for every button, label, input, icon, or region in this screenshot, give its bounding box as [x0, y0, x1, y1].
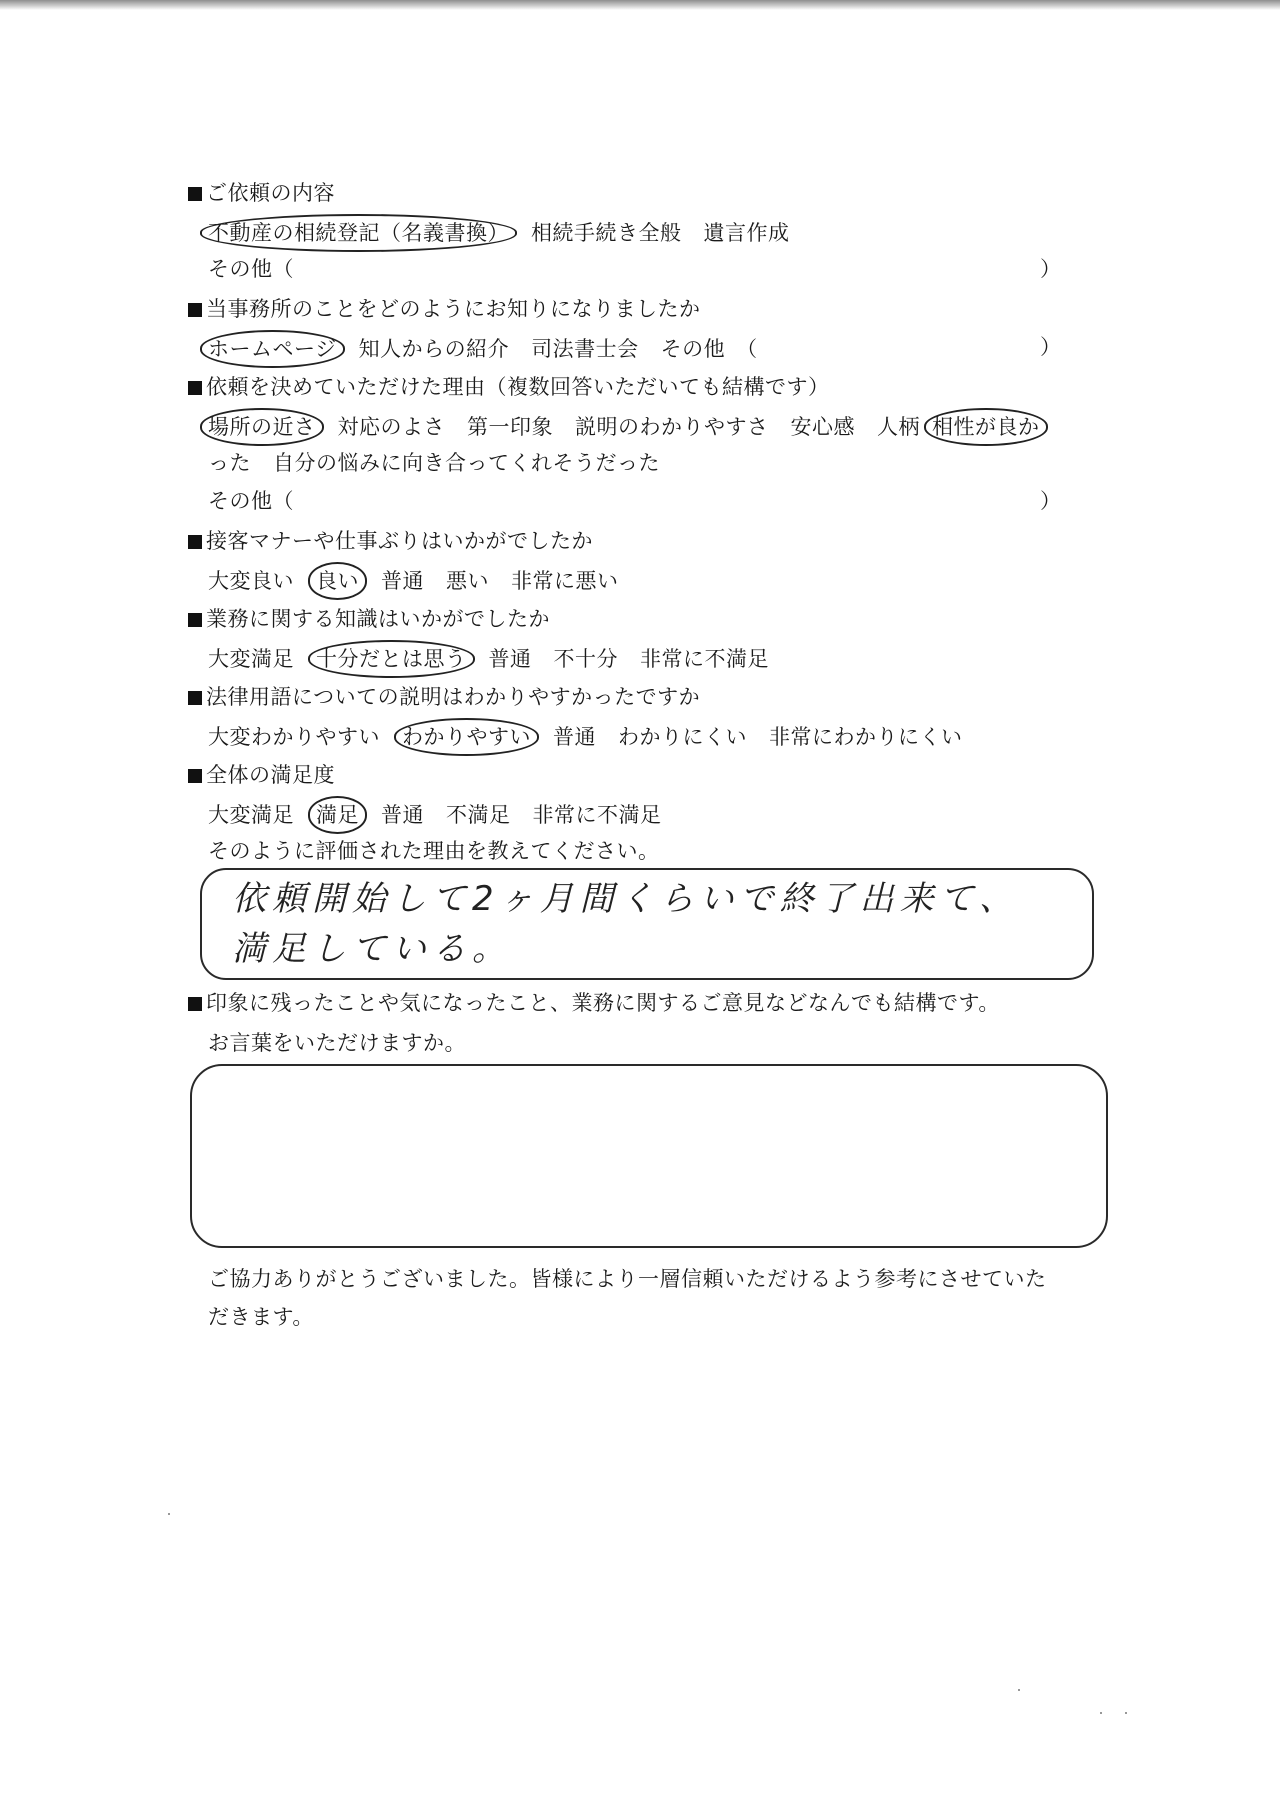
q4-option-3[interactable]: 普通 [381, 569, 424, 593]
q3-option-8[interactable]: 自分の悩みに向き合ってくれそうだった [273, 451, 660, 475]
q3-option-5[interactable]: 安心感 [790, 415, 855, 439]
q4-option-5[interactable]: 非常に悪い [511, 569, 619, 593]
q6-options [208, 718, 985, 752]
q4-option-4[interactable]: 悪い [446, 569, 489, 593]
q3-options-cont [208, 446, 682, 480]
q1-other-label: その他（ [208, 257, 294, 281]
q5-option-5[interactable]: 非常に不満足 [640, 647, 769, 671]
q3-other [208, 484, 1208, 518]
q1-title: ご依頼の内容 [188, 176, 335, 210]
scan-edge [0, 0, 1280, 10]
q3-option-7[interactable]: 相性が良か [924, 408, 1048, 446]
q7-options [208, 796, 684, 830]
closing-line-1: ご協力ありがとうございました。皆様により一層信頼いただけるよう参考にさせていた [208, 1267, 1047, 1291]
q8-title2: お言葉をいただけますか。 [208, 1031, 466, 1055]
q2-close: ） [1040, 335, 1062, 359]
bullet-square-icon [188, 997, 202, 1011]
q5-option-3[interactable]: 普通 [488, 647, 532, 671]
q2-option-4[interactable]: その他 （ [660, 337, 758, 361]
q6-option-4[interactable]: わかりにくい [618, 725, 747, 749]
q1-other [208, 252, 1208, 286]
scan-speck [168, 1513, 170, 1515]
q1-other-close: ） [1040, 257, 1062, 281]
scan-speck [1100, 1712, 1102, 1714]
q4-title: 接客マナーや仕事ぶりはいかがでしたか [188, 524, 593, 558]
q5-title: 業務に関する知識はいかがでしたか [188, 602, 550, 636]
q7-option-4[interactable]: 不満足 [446, 803, 511, 827]
scan-speck [1125, 1712, 1127, 1714]
q2-option-3[interactable]: 司法書士会 [531, 337, 639, 361]
q8-answer-box[interactable] [190, 1064, 1108, 1248]
q7-reason-box[interactable] [200, 868, 1094, 980]
q5-option-4[interactable]: 不十分 [553, 647, 618, 671]
q4-options [208, 562, 641, 596]
closing-line-2: だきます。 [208, 1305, 314, 1329]
q7-option-5[interactable]: 非常に不満足 [532, 803, 662, 827]
bullet-square-icon [188, 613, 202, 627]
bullet-square-icon [188, 303, 202, 317]
q7-option-1[interactable]: 大変満足 [208, 803, 294, 827]
q3-other-close: ） [1040, 489, 1062, 513]
q1-option-2[interactable]: 相続手続き全般 [531, 221, 682, 245]
q1-options [208, 214, 812, 248]
q5-option-2[interactable]: 十分だとは思う [308, 640, 475, 678]
q7-title: 全体の満足度 [188, 758, 335, 792]
q5-option-1[interactable]: 大変満足 [208, 647, 294, 671]
q3-other-label: その他（ [208, 489, 294, 513]
scan-speck [1018, 1689, 1020, 1691]
q4-option-1[interactable]: 大変良い [208, 569, 294, 593]
q2-option-2[interactable]: 知人からの紹介 [358, 337, 510, 361]
q3-option-2[interactable]: 対応のよさ [337, 415, 445, 439]
q6-option-5[interactable]: 非常にわかりにくい [769, 725, 963, 749]
q7-reason-handwritten: 依頼開始して2ヶ月間くらいで終了出来て、 満足している。 [232, 879, 1019, 969]
q7-option-2[interactable]: 満足 [308, 796, 367, 834]
q3-option-6[interactable]: 人柄 [877, 415, 920, 439]
q2-options [208, 330, 1208, 364]
bullet-square-icon [188, 187, 202, 201]
bullet-square-icon [188, 691, 202, 705]
q3-option-3[interactable]: 第一印象 [467, 415, 553, 439]
q3-options [208, 408, 1062, 442]
q7-option-3[interactable]: 普通 [381, 803, 424, 827]
q6-option-3[interactable]: 普通 [553, 725, 596, 749]
q3-option-4[interactable]: 説明のわかりやすさ [575, 415, 769, 439]
q2-option-1[interactable]: ホームページ [200, 330, 345, 368]
q7-reason-prompt: そのように評価された理由を教えてください。 [208, 839, 660, 863]
q1-option-3[interactable]: 遺言作成 [703, 221, 790, 245]
q5-options [208, 640, 791, 674]
q4-option-2[interactable]: 良い [308, 562, 367, 600]
bullet-square-icon [188, 769, 202, 783]
q2-title: 当事務所のことをどのようにお知りになりましたか [188, 292, 701, 326]
bullet-square-icon [188, 381, 202, 395]
q3-option-1[interactable]: 場所の近さ [200, 408, 324, 446]
q3-title: 依頼を決めていただけた理由（複数回答いただいても結構です） [188, 370, 830, 404]
bullet-square-icon [188, 535, 202, 549]
q3-option-7-cont[interactable]: った [208, 451, 251, 475]
q8-title: 印象に残ったことや気になったこと、業務に関するご意見などなんでも結構です。 [188, 986, 1000, 1020]
q6-option-1[interactable]: 大変わかりやすい [208, 725, 380, 749]
q6-title: 法律用語についての説明はわかりやすかったですか [188, 680, 700, 714]
q6-option-2[interactable]: わかりやすい [394, 718, 539, 756]
q1-option-1[interactable]: 不動産の相続登記（名義書換） [200, 214, 517, 252]
